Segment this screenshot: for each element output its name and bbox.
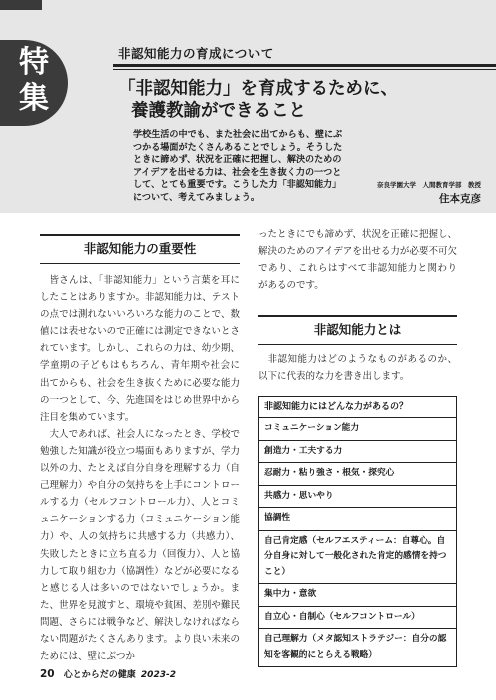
section2-body [258,351,457,385]
section2-paragraph: 非認知能力はどのようなものがあるのか、以下に代表的な力を書き出します。 [258,354,457,383]
abilities-table-row: 創造力・工夫する力 [259,441,456,464]
page-footer [40,667,176,680]
lead-paragraph: 学校生活の中でも、また社会に出てからも、壁にぶつかる場面がたくさんあることでしょう。そうしたときに諦めず、状況を正確に把握し、解決のためのアイデアを出せる力は、社会を生き抜く力の一つとして、とても重要です。こうした力「非認知能力」について、考えてみましょう。 [133,130,343,203]
author-name: 住本克彦 [439,193,481,205]
section1-body [40,272,240,665]
abilities-table-row: 自己理解力（メタ認知ストラテジー：自分の認知を客観的にとらえる戦略） [264,634,447,660]
author-affiliation: 奈良学園大学 人間教育学部 教授 [377,181,481,189]
abilities-table-row: 自立心・自制心（セルフコントロール） [259,607,456,630]
section1-continued [258,226,457,294]
abilities-table-header: 非認知能力にはどんな力があるの？ [259,397,456,418]
section2-heading: 非認知能力とは [258,315,457,345]
badge-char-2: 集 [19,81,49,116]
abilities-table-row: 協調性 [259,508,456,531]
title-rule-thick [113,64,496,67]
section1-heading: 非認知能力の重要性 [40,234,240,264]
feature-badge-text [14,45,54,117]
section1-continued-text: ったときにでも諦めず、状況を正確に把握し、解決のためのアイデアを出せる力が必要不可欠であり、これらはすべて非認知能力と関わりがあるのです。 [258,229,457,292]
feature-title-line1: 「非認知能力」を育成するために、 [118,79,398,99]
top-tab-marker [0,0,42,10]
issue-number: 2023-2 [140,670,176,680]
title-rule-thin [113,69,496,70]
abilities-table-row: 自己肯定感（セルフエスティーム：自尊心。自分自身に対して一般化された肯定的感情を持つこと） [259,531,456,585]
magazine-name: 心とからだの健康 [63,670,136,680]
abilities-table-row: 集中力・意欲 [259,584,456,607]
badge-char-1: 特 [19,45,49,80]
feature-title-line2: 養護教諭ができること [131,101,306,121]
abilities-table-row: コミュニケーション能力 [259,418,456,441]
section1-paragraph-2: 大人であれば、社会人になったとき、学校で勉強した知識が役立つ場面もありますが、学力以外の力、たとえば自分自身を理解する力（自己理解力）や自分の気持ちを上手にコントロールする力（セルフコントロール力）、人とコミュニケーションする力（コミュニケーション能力）や、人の気持ちに共感する力（共感力）、失敗したときに立ち直る力（回復力）、人と協力して取り組む力（協調性）などが必要になると感じる人は多いのではないでしょうか。また、世界を見渡すと、環境や貧困、差別や難民問題、さらには戦争など、解決しなければならない問題がたくさんあります。より良い未来のためには、壁にぶつか [40,428,240,663]
feature-title [118,78,398,122]
section1-paragraph-1: 皆さんは、「非認知能力」という言葉を耳にしたことはありますか。非認知能力は、テストの点では測れないいろいろな能力のことで、数値には表せないので正確には測定できないとされています。しかし、これらの力は、幼少期、学童期の子どもはもちろん、青年期や社会に出てからも、社会を生き抜くために必要な能力の一つとして、今、先進国をはじめ世界中から注目を集めています。 [40,275,240,423]
section-label: 非認知能力の育成について [118,46,274,61]
abilities-table [258,396,457,667]
page-number: 20 [40,668,55,680]
abilities-table-row: 共感力・思いやり [259,486,456,509]
abilities-table-row: 忍耐力・粘り強さ・根気・探究心 [259,463,456,486]
